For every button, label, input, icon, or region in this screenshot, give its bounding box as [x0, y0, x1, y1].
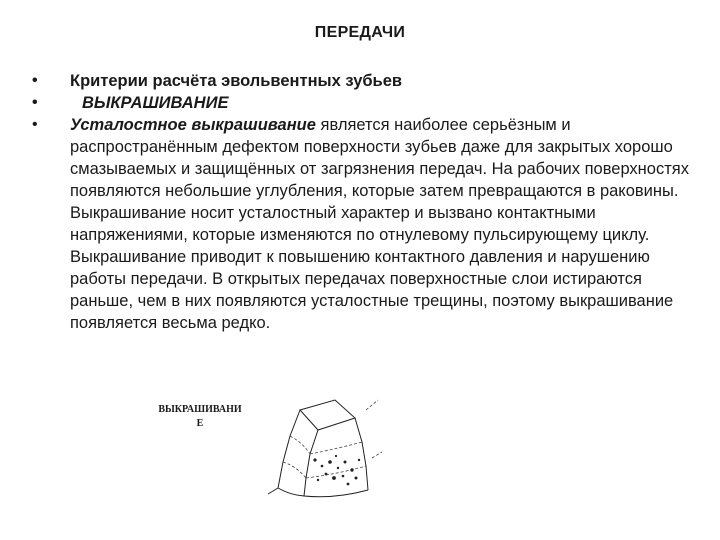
bullet-text: Критерии расчёта эвольвентных зубьев — [70, 72, 403, 90]
bullet-text: ВЫКРАШИВАНИЕ — [82, 94, 229, 112]
figure-caption-line: Е — [196, 418, 204, 429]
bullet-dot-icon: • — [32, 116, 38, 133]
bullet-item-description — [28, 114, 696, 334]
bullet-dot-icon: • — [32, 94, 38, 111]
bullet-list — [28, 70, 696, 334]
figure-caption-line: ВЫКРАШИВАНИ — [158, 404, 242, 415]
bullet-dot-icon: • — [32, 72, 38, 89]
bullet-item-criteria — [28, 70, 696, 92]
bullet-lead-term: Усталостное выкрашивание — [70, 116, 316, 134]
page-title: ПЕРЕДАЧИ — [314, 24, 406, 41]
bullet-item-heading — [28, 92, 696, 114]
bullet-text: является наиболее серьёзным и распространённым дефектом поверхности зубьев даже для закрытых хорошо смазываемых и защищённых от загрязнения передач. На рабочих поверхностях появляются небольшие углубления, которые затем превращаются в раковины. Выкрашивание носит усталостный характер и вызвано контактными напряжениями, которые изменяются по отнулевому пульсирующему циклу. Выкрашивание приводит к повышению контактного давления и нарушению работы передачи. В открытых передачах поверхностные слои истираются раньше, чем в них появляются усталостные трещины, поэтому выкрашивание появляется весьма редко. — [70, 116, 689, 332]
gear-tooth-pitting-illustration — [150, 396, 390, 506]
